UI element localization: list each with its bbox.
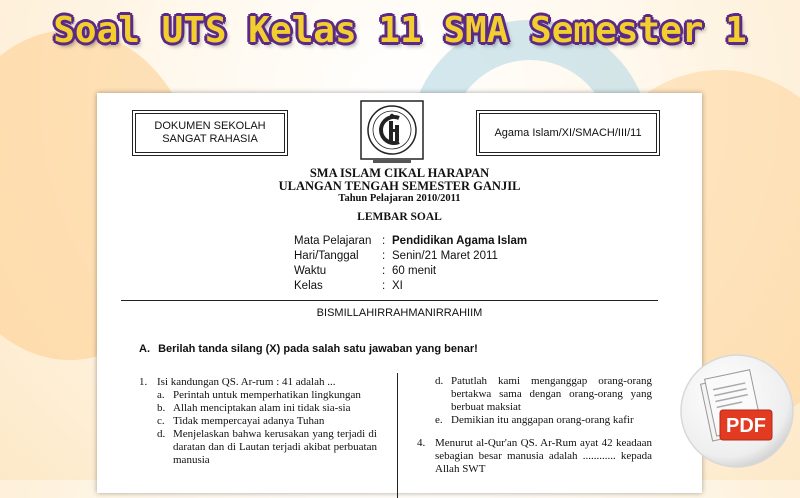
info-label: Kelas — [294, 280, 323, 292]
option-letter: d. — [157, 428, 166, 440]
option-letter: b. — [157, 402, 166, 414]
option-b — [139, 402, 377, 415]
section-letter: A. — [139, 343, 150, 355]
info-row-subject — [294, 234, 527, 249]
confidential-box — [135, 113, 285, 153]
question-number: 4. — [417, 437, 426, 449]
pdf-label: PDF — [726, 415, 766, 437]
confidential-line-2: SANGAT RAHASIA — [162, 133, 258, 145]
option-letter: e. — [435, 414, 443, 426]
info-label: Mata Pelajaran — [294, 235, 372, 247]
document-code-box — [479, 113, 657, 153]
right-column — [417, 375, 652, 476]
info-value: XI — [392, 280, 403, 292]
option-letter: a. — [157, 389, 165, 401]
option-text: Patutlah kami menganggap orang-orang bertakwa sama dengan orang-orang yang berbuat maksiat — [451, 375, 652, 413]
option-letter: d. — [435, 375, 444, 387]
option-text: Perintah untuk memperhatikan lingkungan — [173, 389, 361, 401]
info-value: Senin/21 Maret 2011 — [392, 250, 498, 262]
option-text: Demikian itu anggapan orang-orang kafir — [451, 414, 634, 426]
option-c — [139, 415, 377, 428]
question-1 — [139, 376, 377, 389]
spacer — [417, 427, 652, 437]
option-letter: c. — [157, 415, 165, 427]
option-d — [139, 428, 377, 467]
exam-info — [294, 234, 527, 294]
option-text: Allah menciptakan alam ini tidak sia-sia — [173, 402, 351, 414]
school-name: SMA ISLAM CIKAL HARAPAN — [309, 166, 490, 180]
option-text: Tidak mempercayai adanya Tuhan — [173, 415, 325, 427]
pdf-icon[interactable] — [678, 352, 796, 470]
option-d — [417, 375, 652, 414]
info-value: 60 menit — [392, 265, 437, 277]
banner-title: Soal UTS Kelas 11 SMA Semester 1 — [53, 10, 747, 51]
info-row-time — [294, 264, 527, 279]
school-logo — [359, 99, 425, 167]
info-label: Waktu — [294, 265, 327, 277]
confidential-line-1: DOKUMEN SEKOLAH — [154, 120, 266, 132]
question-text: Isi kandungan QS. Ar-rum : 41 adalah ... — [157, 376, 336, 388]
option-e — [417, 414, 652, 427]
question-number: 1. — [139, 376, 148, 388]
info-colon: : — [382, 250, 386, 262]
column-divider — [397, 373, 398, 498]
info-row-class — [294, 279, 527, 294]
info-colon: : — [382, 280, 386, 292]
question-text: Menurut al-Qur'an QS. Ar-Rum ayat 42 keadaan sebagian besar manusia adalah ............ kepada Allah SWT — [435, 437, 652, 475]
left-column — [139, 376, 377, 467]
section-instruction: Berilah tanda silang (X) pada salah satu jawaban yang benar! — [158, 343, 478, 355]
info-colon: : — [382, 235, 386, 247]
section-a-heading — [139, 343, 478, 355]
info-colon: : — [382, 265, 386, 277]
bismillah: BISMILLAHIRRAHMANIRRAHIIM — [316, 307, 483, 319]
option-a — [139, 389, 377, 402]
document-code: Agama Islam/XI/SMACH/III/11 — [494, 126, 642, 139]
info-label: Hari/Tanggal — [294, 250, 359, 262]
question-4 — [417, 437, 652, 476]
sheet-title: LEMBAR SOAL — [357, 211, 442, 223]
academic-year: Tahun Pelajaran 2010/2011 — [338, 193, 461, 204]
info-value: Pendidikan Agama Islam — [392, 235, 528, 247]
header-divider — [121, 300, 658, 301]
exam-name: ULANGAN TENGAH SEMESTER GANJIL — [278, 179, 521, 193]
info-row-date — [294, 249, 527, 264]
option-text: Menjelaskan bahwa kerusakan yang terjadi di daratan dan di Lautan terjadi akibat perbuatan manusia — [173, 428, 377, 466]
exam-document — [97, 93, 702, 493]
